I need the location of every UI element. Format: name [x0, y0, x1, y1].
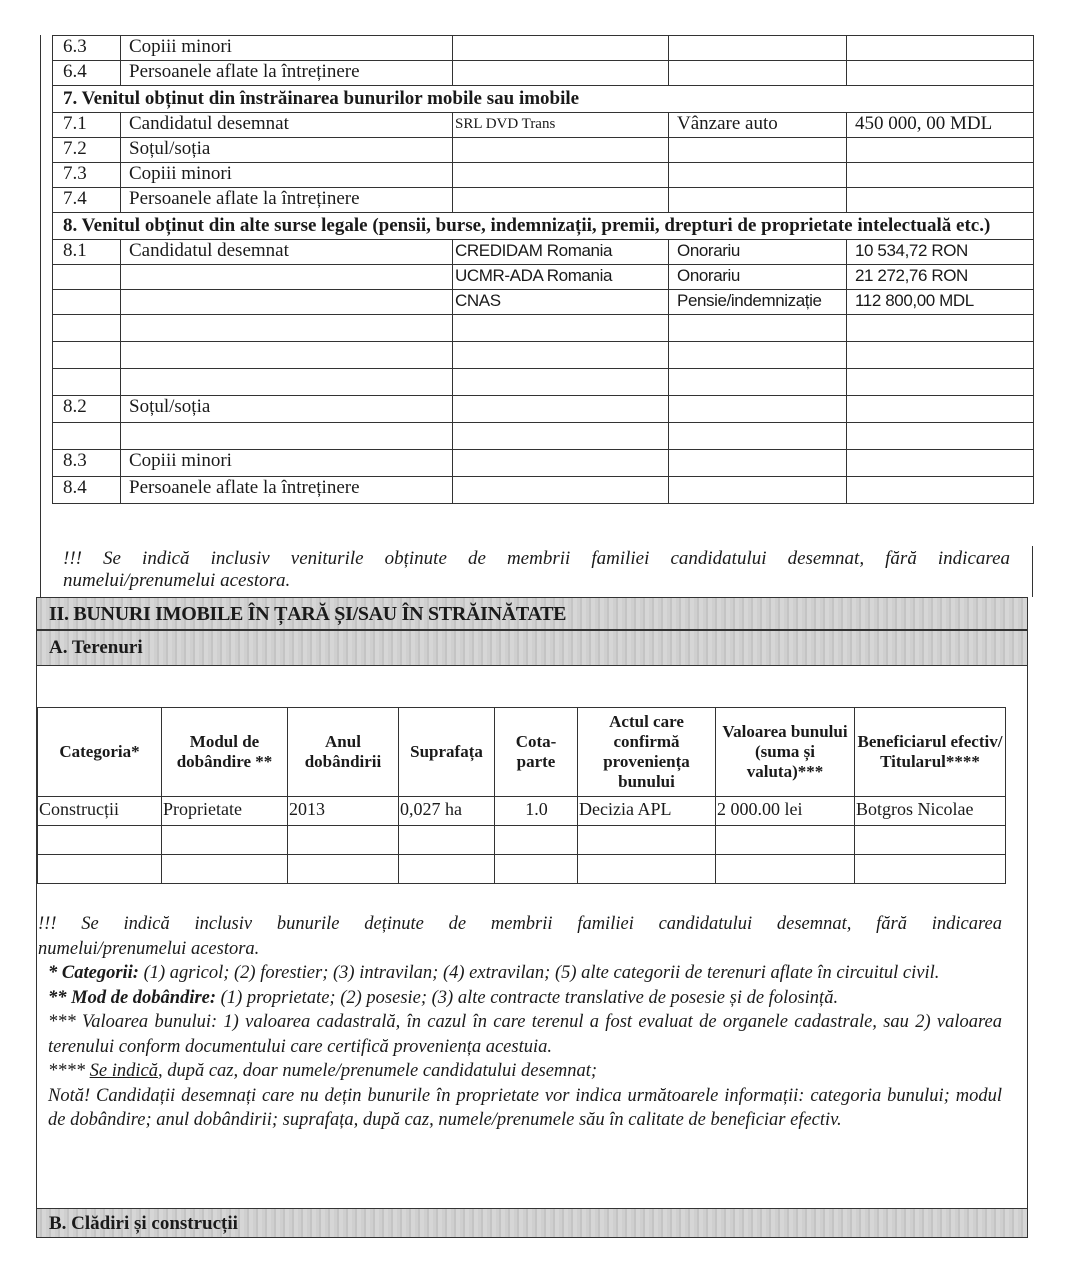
income-row [53, 290, 1034, 315]
income-note-line-2: numelui/prenumelui acestora. [63, 570, 291, 591]
income-row [53, 138, 1034, 163]
row-number: 7.4 [53, 188, 121, 213]
income-amount: 21 272,76 RON [847, 265, 1034, 290]
income-type [669, 163, 847, 188]
income-row [53, 450, 1034, 477]
row-number: 6.3 [53, 36, 121, 61]
income-source [453, 342, 669, 369]
income-type [669, 369, 847, 396]
income-type [669, 477, 847, 504]
land-cell [399, 855, 495, 884]
row-label: Copiii minori [121, 163, 453, 188]
section-7-title: 7. Venitul obținut din înstrăinarea bunurilor mobile sau imobile [53, 86, 1034, 113]
row-label: Soțul/soția [121, 138, 453, 163]
income-row [53, 369, 1034, 396]
land-note-line-1: !!! Se indică inclusiv bunurile deținute de membrii familiei candidatului desemnat, fără indicarea [38, 914, 1002, 934]
land-cell: Decizia APL [578, 797, 716, 826]
income-amount: 112 800,00 MDL [847, 290, 1034, 315]
row-label: Candidatul desemnat [121, 240, 453, 265]
income-source [453, 188, 669, 213]
land-cell: 1.0 [495, 797, 578, 826]
row-label [121, 315, 453, 342]
land-cell [578, 855, 716, 884]
land-column-header: Suprafața [399, 708, 495, 797]
row-number: 8.1 [53, 240, 121, 265]
income-row [53, 396, 1034, 423]
land-cell [162, 826, 288, 855]
land-column-header: Categoria* [38, 708, 162, 797]
income-amount [847, 36, 1034, 61]
land-cell [38, 855, 162, 884]
income-amount [847, 396, 1034, 423]
row-label [121, 265, 453, 290]
land-column-header: Cota-parte [495, 708, 578, 797]
row-number [53, 315, 121, 342]
income-source [453, 315, 669, 342]
income-row [53, 36, 1034, 61]
income-type [669, 188, 847, 213]
section-8-title-row [53, 213, 1034, 240]
row-number: 6.4 [53, 61, 121, 86]
legend-categories-text: (1) agricol; (2) forestier; (3) intravilan; (4) extravilan; (5) alte categorii de terenuri aflate în circuitul civil. [138, 963, 940, 983]
income-source [453, 477, 669, 504]
land-cell: Proprietate [162, 797, 288, 826]
outer-frame-left [40, 35, 41, 596]
income-source: CNAS [453, 290, 669, 315]
income-amount [847, 477, 1034, 504]
land-cell: 2013 [288, 797, 399, 826]
income-row [53, 61, 1034, 86]
income-amount [847, 423, 1034, 450]
legend-acquisition-text: (1) proprietate; (2) posesie; (3) alte contracte translative de posesie și de folosință. [216, 987, 839, 1008]
legend-categories-label: * Categorii: [48, 963, 139, 983]
legend-acquisition-mode [38, 986, 1002, 1011]
income-source [453, 163, 669, 188]
legend-nota: Notă! Candidații desemnați care nu dețin bunurile în proprietate vor indica următoarele informații: categoria bunului; modul de dobândire; anul dobândirii; suprafața, după caz, numele/prenumele său în calitate de beneficiar efectiv. [48, 1085, 1002, 1130]
income-row [53, 423, 1034, 450]
income-type: Onorariu [669, 240, 847, 265]
land-table [37, 707, 1006, 884]
row-label: Soțul/soția [121, 396, 453, 423]
income-type: Pensie/indemnizație [669, 290, 847, 315]
income-source [453, 138, 669, 163]
section-8-title: 8. Venitul obținut din alte surse legale (pensii, burse, indemnizații, premii, drepturi de proprietate intelectuală etc.) [53, 213, 1034, 240]
row-label: Copiii minori [121, 450, 453, 477]
land-cell [495, 855, 578, 884]
income-source [453, 369, 669, 396]
row-number: 7.2 [53, 138, 121, 163]
land-column-header: Beneficiarul efectiv/ Titularul**** [855, 708, 1006, 797]
subsection-b-heading: B. Clădiri și construcții [36, 1208, 1028, 1238]
land-cell [399, 826, 495, 855]
section-ii-heading: II. BUNURI IMOBILE ÎN ȚARĂ ȘI/SAU ÎN STRĂINĂTATE [36, 597, 1028, 630]
land-column-header: Valoarea bunului (suma și valuta)*** [716, 708, 855, 797]
income-amount: 450 000, 00 MDL [847, 113, 1034, 138]
land-table-header [38, 708, 1006, 797]
income-source: SRL DVD Trans [453, 113, 669, 138]
income-amount: 10 534,72 RON [847, 240, 1034, 265]
land-cell [716, 826, 855, 855]
income-row [53, 315, 1034, 342]
land-cell [855, 855, 1006, 884]
income-type [669, 36, 847, 61]
income-amount [847, 315, 1034, 342]
land-cell [162, 855, 288, 884]
income-row [53, 265, 1034, 290]
income-row [53, 113, 1034, 138]
income-row [53, 163, 1034, 188]
land-note-line-2: numelui/prenumelui acestora. [38, 938, 260, 959]
row-number [53, 265, 121, 290]
row-number: 8.2 [53, 396, 121, 423]
row-label [121, 423, 453, 450]
income-type [669, 342, 847, 369]
income-source [453, 423, 669, 450]
land-row [38, 826, 1006, 855]
income-type [669, 315, 847, 342]
income-row [53, 240, 1034, 265]
legend-value: *** Valoarea bunului: 1) valoarea cadastrală, în cazul în care terenul a fost evaluat de organele cadastrale, sau 2) valoarea terenului conform documentului care certifică proveniența acestuia. [48, 1012, 1002, 1057]
land-cell [495, 826, 578, 855]
land-cell: 2 000.00 lei [716, 797, 855, 826]
income-type [669, 423, 847, 450]
income-row [53, 477, 1034, 504]
land-column-header: Actul care confirmă proveniența bunului [578, 708, 716, 797]
income-source [453, 61, 669, 86]
land-cell [855, 826, 1006, 855]
row-label: Persoanele aflate la întreținere [121, 61, 453, 86]
income-amount [847, 188, 1034, 213]
income-type [669, 450, 847, 477]
legend-beneficiary-underlined: Se indică [89, 1061, 158, 1081]
land-cell [578, 826, 716, 855]
income-amount [847, 138, 1034, 163]
legend-categories [38, 961, 1002, 986]
land-column-header: Modul de dobândire ** [162, 708, 288, 797]
row-number [53, 423, 121, 450]
row-label: Persoanele aflate la întreținere [121, 188, 453, 213]
income-row [53, 188, 1034, 213]
row-number: 8.3 [53, 450, 121, 477]
land-cell [288, 855, 399, 884]
section-7-title-row [53, 86, 1034, 113]
land-legend [36, 912, 1028, 1133]
income-source [453, 36, 669, 61]
land-column-header: Anul dobândirii [288, 708, 399, 797]
income-type [669, 138, 847, 163]
income-amount [847, 342, 1034, 369]
land-cell [38, 826, 162, 855]
row-label: Candidatul desemnat [121, 113, 453, 138]
income-type: Onorariu [669, 265, 847, 290]
row-label [121, 369, 453, 396]
land-cell: Botgros Nicolae [855, 797, 1006, 826]
legend-beneficiary-prefix: **** [48, 1061, 90, 1081]
legend-acquisition-label: ** Mod de dobândire: [48, 987, 217, 1008]
income-amount [847, 450, 1034, 477]
income-source [453, 450, 669, 477]
row-number [53, 342, 121, 369]
income-source: CREDIDAM Romania [453, 240, 669, 265]
row-number: 7.1 [53, 113, 121, 138]
land-row [38, 855, 1006, 884]
land-cell: 0,027 ha [399, 797, 495, 826]
row-label: Copiii minori [121, 36, 453, 61]
income-family-note [40, 546, 1033, 597]
row-number: 7.3 [53, 163, 121, 188]
row-label [121, 342, 453, 369]
income-amount [847, 61, 1034, 86]
land-cell [716, 855, 855, 884]
row-label: Persoanele aflate la întreținere [121, 477, 453, 504]
legend-beneficiary [38, 1059, 1002, 1084]
row-label [121, 290, 453, 315]
income-type: Vânzare auto [669, 113, 847, 138]
income-type [669, 61, 847, 86]
legend-beneficiary-text: , după caz, doar numele/prenumele candidatului desemnat; [157, 1061, 598, 1081]
land-cell [288, 826, 399, 855]
land-cell: Construcții [38, 797, 162, 826]
row-number: 8.4 [53, 477, 121, 504]
income-type [669, 396, 847, 423]
income-amount [847, 163, 1034, 188]
income-note-line-1: !!! Se indică inclusiv veniturile obținute de membrii familiei candidatului desemnat, fără indicarea [63, 548, 1010, 569]
income-amount [847, 369, 1034, 396]
income-row [53, 342, 1034, 369]
subsection-a-heading: A. Terenuri [36, 630, 1028, 666]
income-table [52, 35, 1034, 504]
land-row [38, 797, 1006, 826]
row-number [53, 290, 121, 315]
row-number [53, 369, 121, 396]
income-source: UCMR-ADA Romania [453, 265, 669, 290]
income-source [453, 396, 669, 423]
